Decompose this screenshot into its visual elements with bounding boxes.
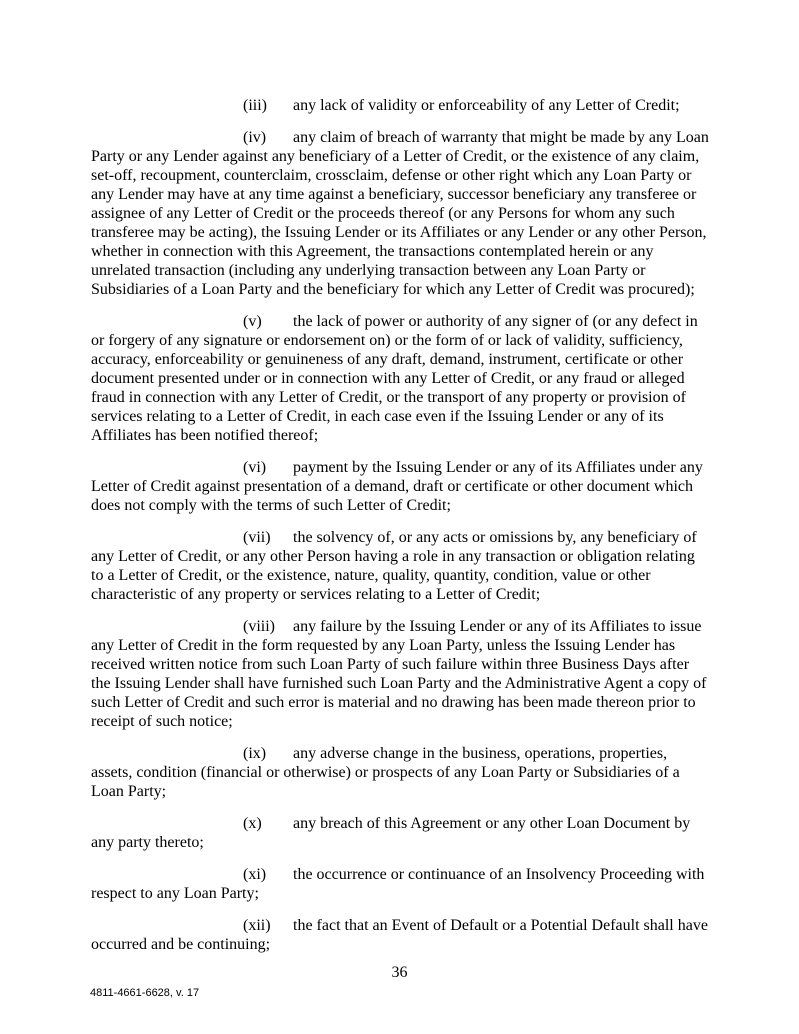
clause-number: (ix) [243, 745, 267, 762]
clause-number: (xii) [243, 917, 271, 934]
clause-text: any failure by the Issuing Lender or any of its Affiliates to issue any Letter of Credit in the form requested by any Loan Party, unless the Issuing Lender has received written notice from such Loan Party of such failure within three Business Days after the Issuing Lender shall have furnished such Loan Party and the Administrative Agent a copy of such Letter of Credit and such error is material and no drawing has been made thereon prior to receipt of such notice; [91, 618, 707, 730]
document-body [91, 96, 711, 954]
clause-text: any claim of breach of warranty that might be made by any Loan Party or any Lender against any beneficiary of a Letter of Credit, or the existence of any claim, set-off, recoupment, counterclaim, crossclaim, defense or other right which any Loan Party or any Lender may have at any time against a beneficiary, successor beneficiary any transferee or assignee of any Letter of Credit or the proceeds thereof (or any Persons for whom any such transferee may be acting), the Issuing Lender or its Affiliates or any Lender or any other Person, whether in connection with this Agreement, the transactions contemplated herein or any unrelated transaction (including any underlying transaction between any Loan Party or Subsidiaries of a Loan Party and the beneficiary for which any Letter of Credit was procured); [91, 129, 709, 298]
clause-text: the lack of power or authority of any signer of (or any defect in or forgery of any signature or endorsement on) or the form of or lack of validity, sufficiency, accuracy, enforceability or genuineness of any draft, demand, instrument, certificate or other document presented under or in connection with any Letter of Credit, or any fraud or alleged fraud in connection with any Letter of Credit, or the transport of any property or provision of services relating to a Letter of Credit, in each case even if the Issuing Lender or any of its Affiliates has been notified thereof; [91, 313, 698, 444]
clause-paragraph-xii [91, 916, 711, 954]
clause-text: the solvency of, or any acts or omissions by, any beneficiary of any Letter of Credit, or any other Person having a role in any transaction or obligation relating to a Letter of Credit, or the existence, nature, quality, quantity, condition, value or other characteristic of any property or services relating to a Letter of Credit; [91, 529, 697, 603]
clause-text: the occurrence or continuance of an Insolvency Proceeding with respect to any Loan Party; [91, 866, 705, 902]
clause-paragraph-viii [91, 617, 711, 731]
page-number: 36 [391, 964, 408, 981]
clause-text: any lack of validity or enforceability of any Letter of Credit; [293, 97, 680, 114]
clause-number: (vi) [243, 459, 267, 476]
clause-paragraph-vii [91, 528, 711, 604]
clause-text: any breach of this Agreement or any other Loan Document by any party thereto; [91, 815, 691, 851]
clause-text: any adverse change in the business, operations, properties, assets, condition (financial or otherwise) or prospects of any Loan Party or Subsidiaries of a Loan Party; [91, 745, 680, 800]
clause-number: (v) [243, 313, 262, 330]
clause-number: (x) [243, 815, 262, 832]
clause-text: payment by the Issuing Lender or any of its Affiliates under any Letter of Credit against presentation of a demand, draft or certificate or other document which does not comply with the terms of such Letter of Credit; [91, 459, 703, 514]
clause-paragraph-vi [91, 458, 711, 515]
clause-number: (xi) [243, 866, 267, 883]
clause-paragraph-x [91, 814, 711, 852]
clause-number: (vii) [243, 529, 271, 546]
clause-paragraph-v [91, 312, 711, 445]
clause-paragraph-iii [91, 96, 711, 115]
clause-number: (iv) [243, 129, 267, 146]
clause-paragraph-iv [91, 128, 711, 299]
clause-paragraph-ix [91, 744, 711, 801]
clause-number: (viii) [243, 618, 275, 635]
clause-paragraph-xi [91, 865, 711, 903]
clause-number: (iii) [243, 97, 267, 114]
document-control-number: 4811-4661-6628, v. 17 [90, 987, 200, 999]
clause-text: the fact that an Event of Default or a Potential Default shall have occurred and be continuing; [91, 917, 708, 953]
